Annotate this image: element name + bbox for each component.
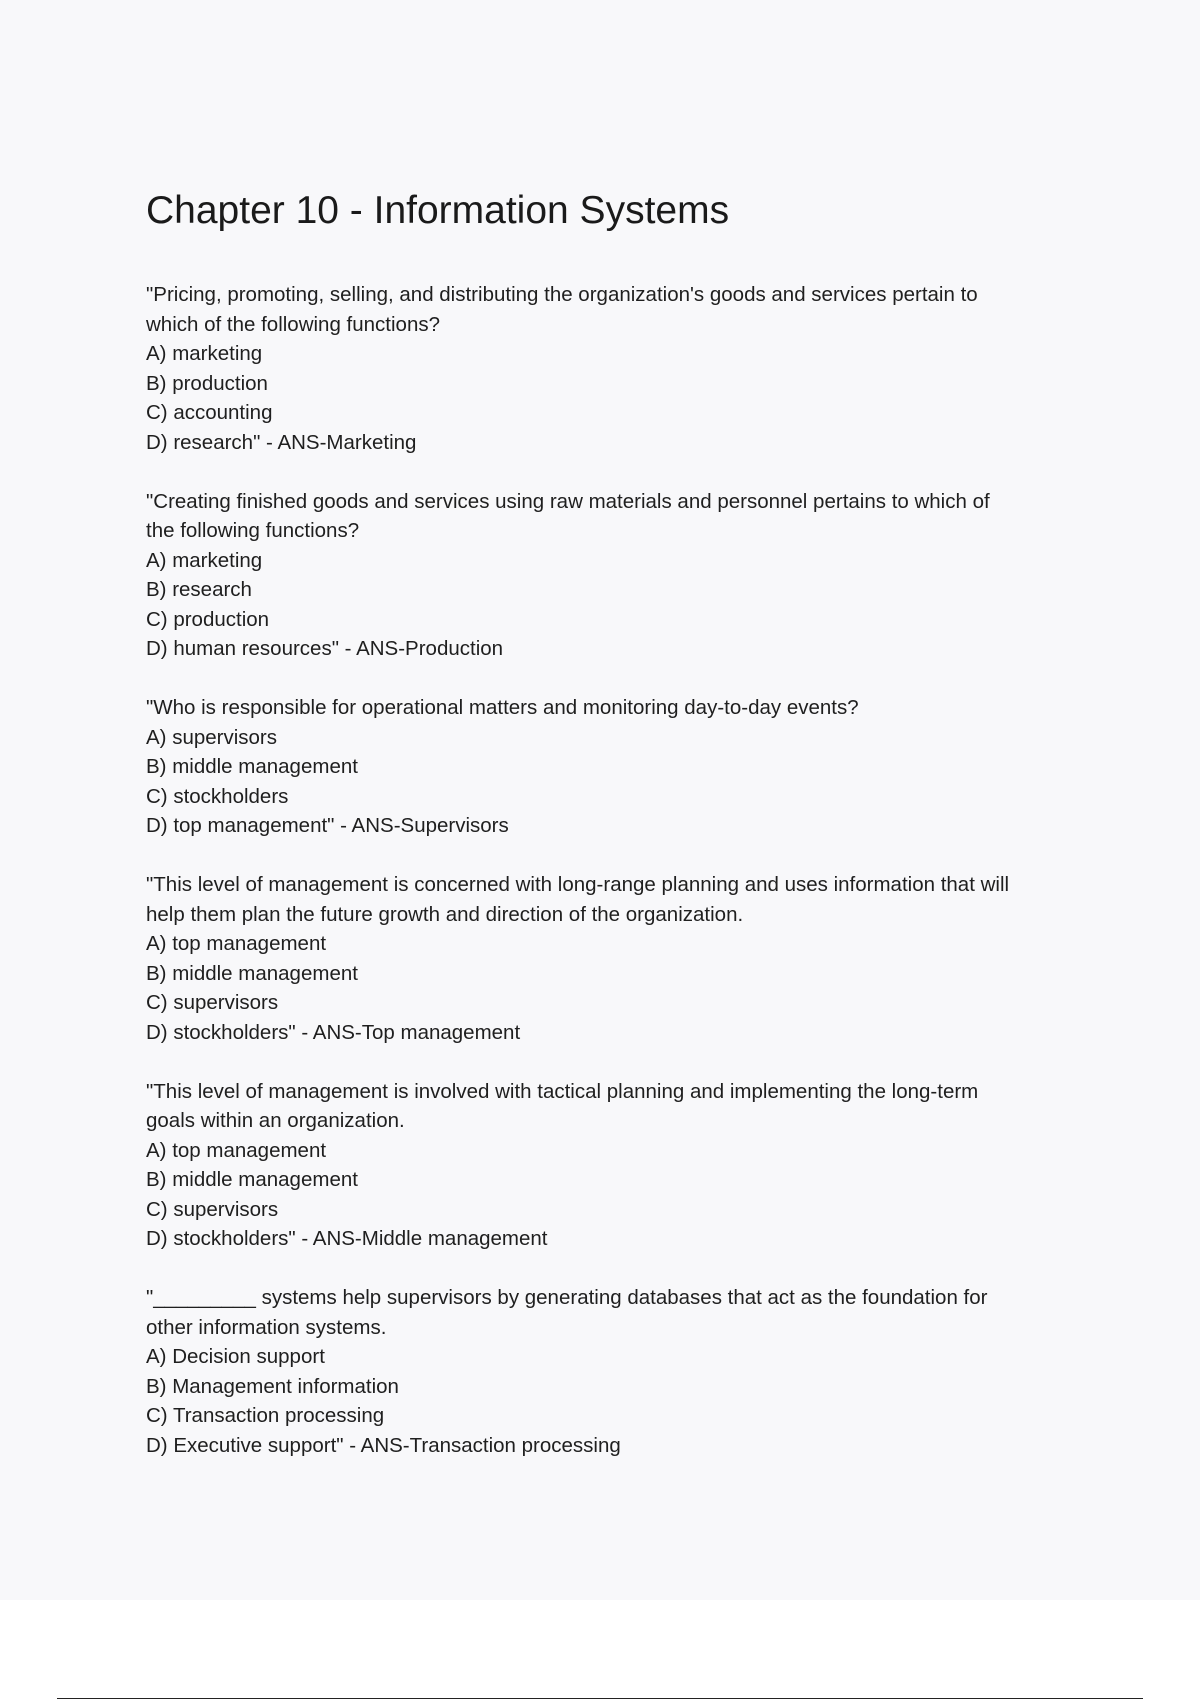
answer-option: A) marketing [146, 548, 263, 572]
answer-option: A) supervisors [146, 725, 278, 749]
question-text-line: other information systems. [146, 1315, 387, 1339]
answer-option: A) marketing [146, 342, 263, 365]
question-text-line: which of the following functions? [146, 312, 441, 336]
question-block-2 [146, 487, 1086, 664]
question-text-line: "Pricing, promoting, selling, and distributing the organization's goods and services pertain to [146, 283, 978, 306]
question-text-line: "Who is responsible for operational matters and monitoring day-to-day events? [146, 696, 859, 719]
question-block-6 [146, 1283, 1086, 1460]
question-list [146, 280, 1086, 1490]
answer-option: B) middle management [146, 961, 358, 985]
answer-option-with-key: D) research" - ANS-Marketing [146, 430, 417, 454]
answer-option-with-key: D) human resources" - ANS-Production [146, 637, 504, 660]
question-text-line: "_________ systems help supervisors by generating databases that act as the foundation for [146, 1286, 988, 1309]
answer-option: B) middle management [146, 1168, 358, 1191]
page-title: Chapter 10 - Information Systems [146, 189, 730, 232]
answer-option: C) supervisors [146, 991, 279, 1014]
question-text-line: "Creating finished goods and services using raw materials and personnel pertains to which of [146, 489, 990, 513]
answer-option: C) stockholders [146, 784, 289, 808]
footer-divider [57, 1698, 1143, 1699]
answer-option: B) production [146, 371, 268, 395]
question-block-3 [146, 693, 1086, 841]
answer-option: A) Decision support [146, 1345, 325, 1368]
answer-option-with-key: D) stockholders" - ANS-Top management [146, 1020, 521, 1044]
answer-option-with-key: D) stockholders" - ANS-Middle management [146, 1227, 548, 1250]
answer-option: B) Management information [146, 1374, 399, 1398]
question-block-5 [146, 1077, 1086, 1254]
answer-option-with-key: D) Executive support" - ANS-Transaction processing [146, 1433, 621, 1457]
question-text-line: "This level of management is concerned with long-range planning and uses information that will [146, 873, 1010, 896]
question-text-line: "This level of management is involved with tactical planning and implementing the long-term [146, 1079, 979, 1103]
answer-option: A) top management [146, 932, 327, 955]
question-text-line: the following functions? [146, 519, 360, 542]
answer-option: A) top management [146, 1138, 327, 1162]
answer-option: B) middle management [146, 755, 358, 778]
question-text-line: help them plan the future growth and direction of the organization. [146, 902, 744, 926]
question-block-4 [146, 870, 1086, 1047]
answer-option: C) supervisors [146, 1197, 279, 1221]
question-block-1 [146, 280, 1086, 457]
question-text-line: goals within an organization. [146, 1109, 405, 1132]
answer-option: B) research [146, 578, 252, 601]
answer-option: C) accounting [146, 401, 273, 424]
answer-option: C) Transaction processing [146, 1404, 385, 1427]
answer-option: C) production [146, 607, 270, 631]
answer-option-with-key: D) top management" - ANS-Supervisors [146, 814, 509, 837]
